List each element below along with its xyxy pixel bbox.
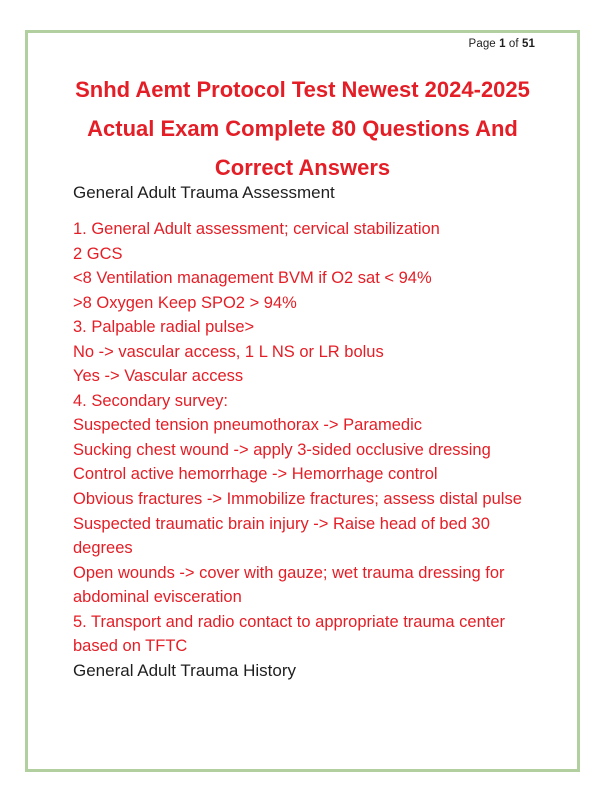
page-number	[469, 38, 535, 50]
page-number-total: 51	[522, 38, 535, 50]
protocol-line: Sucking chest wound -> apply 3-sided occlusive dressing	[73, 440, 491, 459]
protocol-line: 4. Secondary survey:	[73, 391, 228, 410]
protocol-line: degrees	[73, 539, 133, 558]
protocol-line: No -> vascular access, 1 L NS or LR bolus	[73, 342, 384, 361]
protocol-line: 2 GCS	[73, 244, 123, 263]
protocol-line: 3. Palpable radial pulse>	[73, 318, 255, 337]
protocol-line: Control active hemorrhage -> Hemorrhage control	[73, 465, 438, 484]
protocol-line: Suspected tension pneumothorax -> Paramedic	[73, 416, 422, 435]
section-heading-history: General Adult Trauma History	[73, 661, 296, 680]
page-number-of: of	[508, 38, 519, 50]
document-title-line: Correct Answers	[214, 155, 391, 180]
protocol-line: >8 Oxygen Keep SPO2 > 94%	[73, 293, 297, 312]
section-heading-assessment: General Adult Trauma Assessment	[73, 183, 335, 202]
protocol-line: 5. Transport and radio contact to appropriate trauma center	[73, 612, 505, 631]
protocol-line: Open wounds -> cover with gauze; wet trauma dressing for	[73, 563, 505, 582]
page-number-prefix: Page	[468, 38, 496, 50]
protocol-line: abdominal evisceration	[73, 588, 242, 607]
protocol-line: Obvious fractures -> Immobilize fractures; assess distal pulse	[73, 490, 522, 509]
page-border-frame	[25, 30, 580, 772]
page-number-current: 1	[499, 38, 506, 50]
protocol-line: based on TFTC	[73, 637, 188, 656]
protocol-text-block	[73, 217, 578, 659]
document-title-line: Actual Exam Complete 80 Questions And	[87, 116, 518, 141]
document-title	[28, 70, 577, 187]
protocol-line: <8 Ventilation management BVM if O2 sat < 94%	[73, 269, 432, 288]
protocol-line: Suspected traumatic brain injury -> Raise head of bed 30	[73, 514, 490, 533]
document-title-line: Snhd Aemt Protocol Test Newest 2024-2025	[75, 77, 530, 102]
protocol-line: Yes -> Vascular access	[73, 367, 244, 386]
protocol-line: 1. General Adult assessment; cervical stabilization	[73, 220, 440, 238]
